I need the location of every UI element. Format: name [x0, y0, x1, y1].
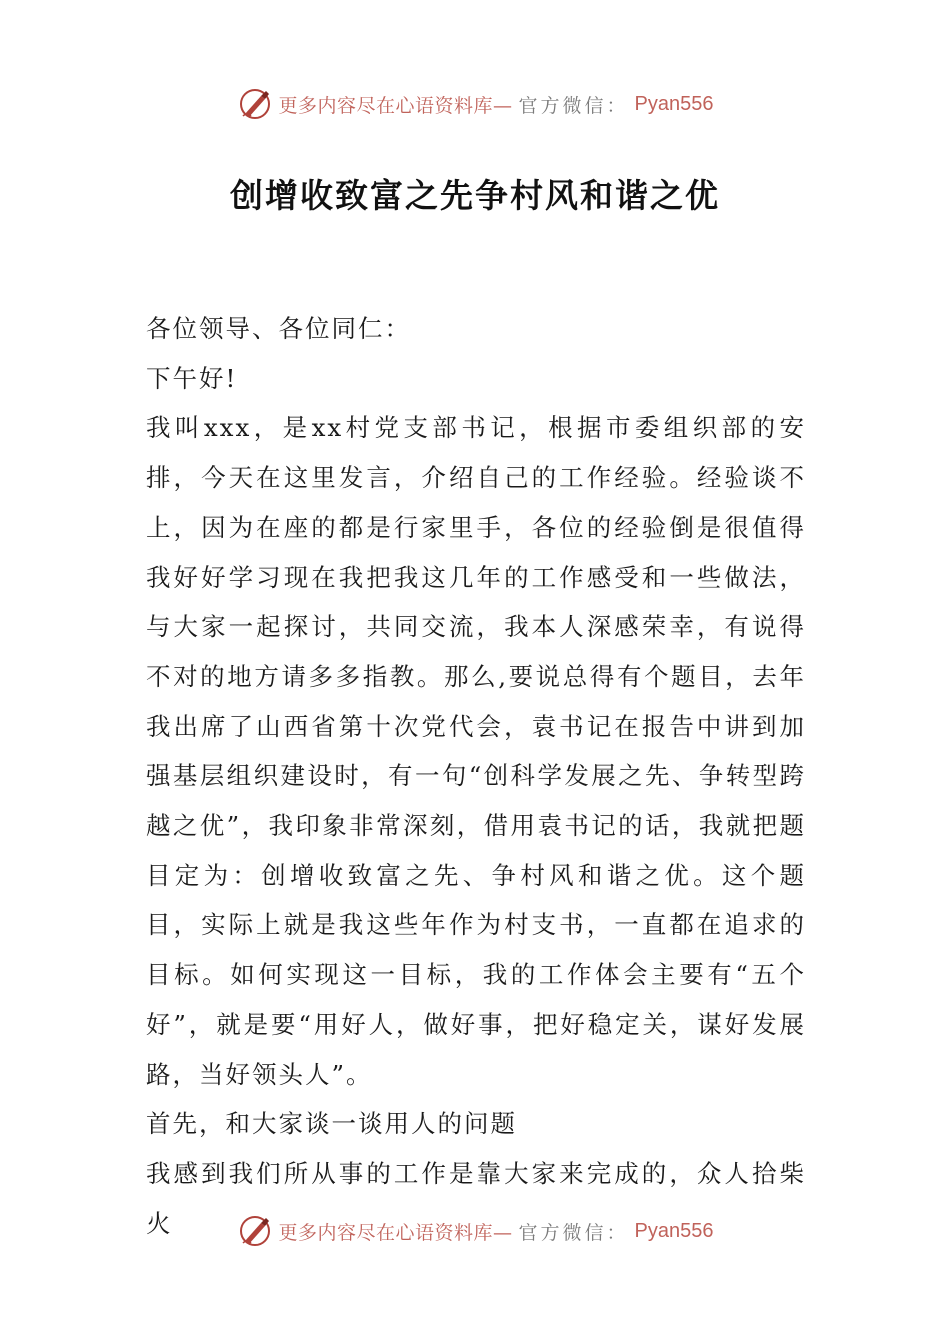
section-heading: 首先，和大家谈一谈用人的问题: [146, 1109, 517, 1139]
intro-paragraph: 我叫xxx，是xx村党支部书记，根据市委组织部的安排，今天在这里发言，介绍自己的工作经验。经验谈不上，因为在座的都是行家里手，各位的经验倒是很值得我好好学习现在我把我这几年的工作感受和一些做法，与大家一起探讨，共同交流，我本人深感荣幸，有说得不对的地方请多多指教。那么,要说总得有个题目，去年我出席了山西省第十次党代会，袁书记在报告中讲到加强基层组织建设时，有一句“创科学发展之先、争转型跨越之优”，我印象非常深刻，借用袁书记的话，我就把题目定为：创增收致富之先、争村风和谐之优。这个题目，实际上就是我这些年作为村支书，一直都在追求的目标。如何实现这一目标，我的工作体会主要有“五个好”，就是要“用好人，做好事，把好稳定关，谋好发展路，当好领头人”。: [146, 413, 806, 1089]
body-paragraph: 我感到我们所从事的工作是靠大家来完成的，众人拾柴火: [146, 1158, 806, 1238]
pen-logo-icon: [237, 86, 273, 122]
watermark-id: Pyan556: [634, 1219, 714, 1242]
pen-logo-icon: [237, 1213, 273, 1249]
watermark-label: 官方微信：: [518, 94, 629, 117]
watermark-banner-bottom: [0, 1211, 950, 1251]
document-body: [146, 304, 806, 1248]
salutation-line: 下午好!: [146, 363, 238, 393]
greeting-line: 各位领导、各位同仁：: [146, 314, 411, 343]
watermark-label: 官方微信：: [518, 1221, 629, 1244]
watermark-banner-top: [0, 84, 950, 124]
document-title: 创增收致富之先争村风和谐之优: [230, 176, 720, 215]
watermark-id: Pyan556: [634, 92, 714, 115]
watermark-text: 更多内容尽在心语资料库—: [278, 1221, 513, 1244]
watermark-text: 更多内容尽在心语资料库—: [278, 94, 513, 117]
